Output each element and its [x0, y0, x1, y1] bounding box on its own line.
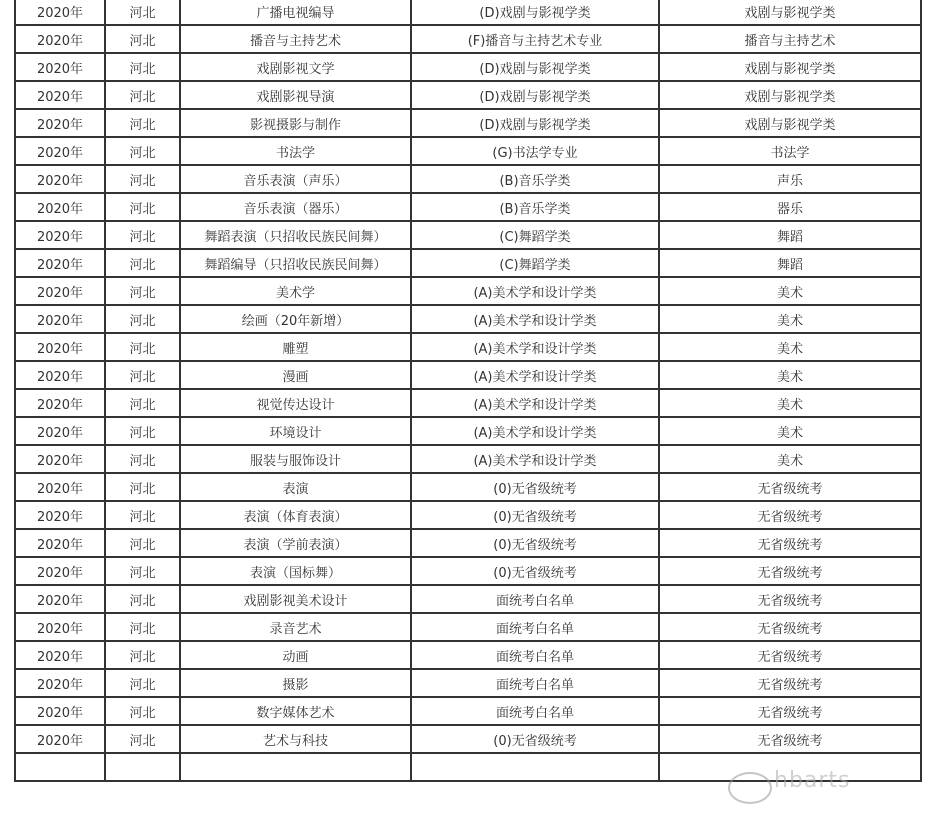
table-row — [15, 109, 921, 137]
exam-category-cell: (B)音乐学类 — [411, 165, 659, 193]
exam-category-cell: (A)美术学和设计学类 — [411, 333, 659, 361]
year-cell: 2020年 — [15, 613, 105, 641]
table-row — [15, 753, 921, 781]
table-row — [15, 361, 921, 389]
year-cell: 2020年 — [15, 417, 105, 445]
exam-category-cell: (C)舞蹈学类 — [411, 249, 659, 277]
province-cell: 河北 — [105, 305, 180, 333]
province-cell: 河北 — [105, 333, 180, 361]
year-cell: 2020年 — [15, 697, 105, 725]
province-cell: 河北 — [105, 81, 180, 109]
exam-category-cell: (G)书法学专业 — [411, 137, 659, 165]
major-cell: 戏剧影视美术设计 — [180, 585, 411, 613]
exam-type-cell: 无省级统考 — [659, 725, 921, 753]
exam-category-cell: (0)无省级统考 — [411, 473, 659, 501]
table-row — [15, 221, 921, 249]
major-cell: 动画 — [180, 641, 411, 669]
exam-category-cell: 面统考白名单 — [411, 585, 659, 613]
exam-category-cell: (A)美术学和设计学类 — [411, 305, 659, 333]
province-cell — [105, 753, 180, 781]
year-cell: 2020年 — [15, 361, 105, 389]
year-cell: 2020年 — [15, 137, 105, 165]
exam-type-cell: 美术 — [659, 361, 921, 389]
admissions-table — [14, 0, 922, 782]
exam-type-cell: 戏剧与影视学类 — [659, 81, 921, 109]
table-row — [15, 53, 921, 81]
year-cell: 2020年 — [15, 249, 105, 277]
exam-type-cell: 无省级统考 — [659, 501, 921, 529]
table-row — [15, 557, 921, 585]
table-row — [15, 305, 921, 333]
major-cell: 环境设计 — [180, 417, 411, 445]
exam-category-cell: (0)无省级统考 — [411, 529, 659, 557]
exam-type-cell: 无省级统考 — [659, 641, 921, 669]
watermark-text: hbarts — [774, 768, 851, 793]
major-cell: 书法学 — [180, 137, 411, 165]
year-cell: 2020年 — [15, 725, 105, 753]
exam-category-cell — [411, 753, 659, 781]
province-cell: 河北 — [105, 361, 180, 389]
year-cell: 2020年 — [15, 445, 105, 473]
year-cell: 2020年 — [15, 109, 105, 137]
major-cell: 漫画 — [180, 361, 411, 389]
exam-type-cell: 无省级统考 — [659, 529, 921, 557]
exam-category-cell: 面统考白名单 — [411, 641, 659, 669]
province-cell: 河北 — [105, 0, 180, 25]
table-row — [15, 0, 921, 25]
exam-category-cell: (C)舞蹈学类 — [411, 221, 659, 249]
table-row — [15, 277, 921, 305]
major-cell: 音乐表演（器乐） — [180, 193, 411, 221]
exam-type-cell: 无省级统考 — [659, 585, 921, 613]
year-cell: 2020年 — [15, 305, 105, 333]
table-row — [15, 613, 921, 641]
year-cell: 2020年 — [15, 165, 105, 193]
major-cell: 雕塑 — [180, 333, 411, 361]
table-row — [15, 193, 921, 221]
exam-category-cell: (0)无省级统考 — [411, 501, 659, 529]
exam-type-cell: 器乐 — [659, 193, 921, 221]
exam-type-cell: 美术 — [659, 445, 921, 473]
table-row — [15, 585, 921, 613]
exam-category-cell: (A)美术学和设计学类 — [411, 277, 659, 305]
exam-category-cell: (0)无省级统考 — [411, 557, 659, 585]
year-cell — [15, 753, 105, 781]
year-cell: 2020年 — [15, 501, 105, 529]
major-cell: 广播电视编导 — [180, 0, 411, 25]
table-row — [15, 25, 921, 53]
exam-type-cell: 声乐 — [659, 165, 921, 193]
province-cell: 河北 — [105, 193, 180, 221]
exam-type-cell: 无省级统考 — [659, 669, 921, 697]
major-cell: 舞蹈编导（只招收民族民间舞） — [180, 249, 411, 277]
exam-type-cell: 书法学 — [659, 137, 921, 165]
exam-category-cell: (A)美术学和设计学类 — [411, 361, 659, 389]
table-row — [15, 669, 921, 697]
province-cell: 河北 — [105, 585, 180, 613]
year-cell: 2020年 — [15, 193, 105, 221]
major-cell: 表演 — [180, 473, 411, 501]
exam-category-cell: 面统考白名单 — [411, 669, 659, 697]
major-cell: 摄影 — [180, 669, 411, 697]
table-row — [15, 137, 921, 165]
table-row — [15, 501, 921, 529]
exam-type-cell — [659, 753, 921, 781]
major-cell: 音乐表演（声乐） — [180, 165, 411, 193]
table-row — [15, 725, 921, 753]
exam-type-cell: 舞蹈 — [659, 249, 921, 277]
major-cell: 美术学 — [180, 277, 411, 305]
exam-type-cell: 播音与主持艺术 — [659, 25, 921, 53]
exam-category-cell: (B)音乐学类 — [411, 193, 659, 221]
exam-type-cell: 戏剧与影视学类 — [659, 0, 921, 25]
year-cell: 2020年 — [15, 81, 105, 109]
province-cell: 河北 — [105, 249, 180, 277]
province-cell: 河北 — [105, 501, 180, 529]
exam-type-cell: 美术 — [659, 277, 921, 305]
table-row — [15, 165, 921, 193]
province-cell: 河北 — [105, 641, 180, 669]
province-cell: 河北 — [105, 669, 180, 697]
province-cell: 河北 — [105, 165, 180, 193]
province-cell: 河北 — [105, 557, 180, 585]
table-body — [15, 0, 921, 781]
year-cell: 2020年 — [15, 529, 105, 557]
year-cell: 2020年 — [15, 25, 105, 53]
province-cell: 河北 — [105, 417, 180, 445]
table-row — [15, 529, 921, 557]
exam-category-cell: (D)戏剧与影视学类 — [411, 53, 659, 81]
exam-category-cell: (A)美术学和设计学类 — [411, 445, 659, 473]
major-cell: 艺术与科技 — [180, 725, 411, 753]
year-cell: 2020年 — [15, 669, 105, 697]
exam-category-cell: (0)无省级统考 — [411, 725, 659, 753]
year-cell: 2020年 — [15, 0, 105, 25]
exam-category-cell: (F)播音与主持艺术专业 — [411, 25, 659, 53]
exam-category-cell: (A)美术学和设计学类 — [411, 389, 659, 417]
major-cell: 表演（学前表演） — [180, 529, 411, 557]
province-cell: 河北 — [105, 613, 180, 641]
major-cell: 录音艺术 — [180, 613, 411, 641]
exam-category-cell: (D)戏剧与影视学类 — [411, 81, 659, 109]
province-cell: 河北 — [105, 221, 180, 249]
exam-type-cell: 戏剧与影视学类 — [659, 53, 921, 81]
table-row — [15, 389, 921, 417]
province-cell: 河北 — [105, 53, 180, 81]
year-cell: 2020年 — [15, 557, 105, 585]
major-cell — [180, 753, 411, 781]
exam-type-cell: 戏剧与影视学类 — [659, 109, 921, 137]
exam-category-cell: 面统考白名单 — [411, 613, 659, 641]
admissions-table-container — [14, 0, 922, 782]
exam-category-cell: 面统考白名单 — [411, 697, 659, 725]
exam-type-cell: 无省级统考 — [659, 697, 921, 725]
exam-type-cell: 无省级统考 — [659, 557, 921, 585]
major-cell: 绘画（20年新增） — [180, 305, 411, 333]
table-row — [15, 697, 921, 725]
major-cell: 服装与服饰设计 — [180, 445, 411, 473]
year-cell: 2020年 — [15, 333, 105, 361]
major-cell: 表演（国标舞） — [180, 557, 411, 585]
province-cell: 河北 — [105, 277, 180, 305]
major-cell: 影视摄影与制作 — [180, 109, 411, 137]
province-cell: 河北 — [105, 137, 180, 165]
exam-type-cell: 无省级统考 — [659, 613, 921, 641]
exam-category-cell: (D)戏剧与影视学类 — [411, 109, 659, 137]
year-cell: 2020年 — [15, 53, 105, 81]
major-cell: 视觉传达设计 — [180, 389, 411, 417]
major-cell: 戏剧影视导演 — [180, 81, 411, 109]
year-cell: 2020年 — [15, 473, 105, 501]
table-row — [15, 445, 921, 473]
exam-type-cell: 美术 — [659, 333, 921, 361]
table-row — [15, 641, 921, 669]
table-row — [15, 81, 921, 109]
province-cell: 河北 — [105, 25, 180, 53]
exam-category-cell: (A)美术学和设计学类 — [411, 417, 659, 445]
province-cell: 河北 — [105, 725, 180, 753]
province-cell: 河北 — [105, 389, 180, 417]
major-cell: 舞蹈表演（只招收民族民间舞） — [180, 221, 411, 249]
exam-category-cell: (D)戏剧与影视学类 — [411, 0, 659, 25]
major-cell: 戏剧影视文学 — [180, 53, 411, 81]
year-cell: 2020年 — [15, 389, 105, 417]
province-cell: 河北 — [105, 697, 180, 725]
province-cell: 河北 — [105, 445, 180, 473]
table-row — [15, 473, 921, 501]
major-cell: 播音与主持艺术 — [180, 25, 411, 53]
major-cell: 表演（体育表演） — [180, 501, 411, 529]
exam-type-cell: 舞蹈 — [659, 221, 921, 249]
major-cell: 数字媒体艺术 — [180, 697, 411, 725]
exam-type-cell: 美术 — [659, 305, 921, 333]
exam-type-cell: 美术 — [659, 417, 921, 445]
year-cell: 2020年 — [15, 641, 105, 669]
year-cell: 2020年 — [15, 277, 105, 305]
province-cell: 河北 — [105, 529, 180, 557]
exam-type-cell: 美术 — [659, 389, 921, 417]
exam-type-cell: 无省级统考 — [659, 473, 921, 501]
table-row — [15, 249, 921, 277]
table-row — [15, 333, 921, 361]
province-cell: 河北 — [105, 473, 180, 501]
table-row — [15, 417, 921, 445]
year-cell: 2020年 — [15, 221, 105, 249]
year-cell: 2020年 — [15, 585, 105, 613]
province-cell: 河北 — [105, 109, 180, 137]
